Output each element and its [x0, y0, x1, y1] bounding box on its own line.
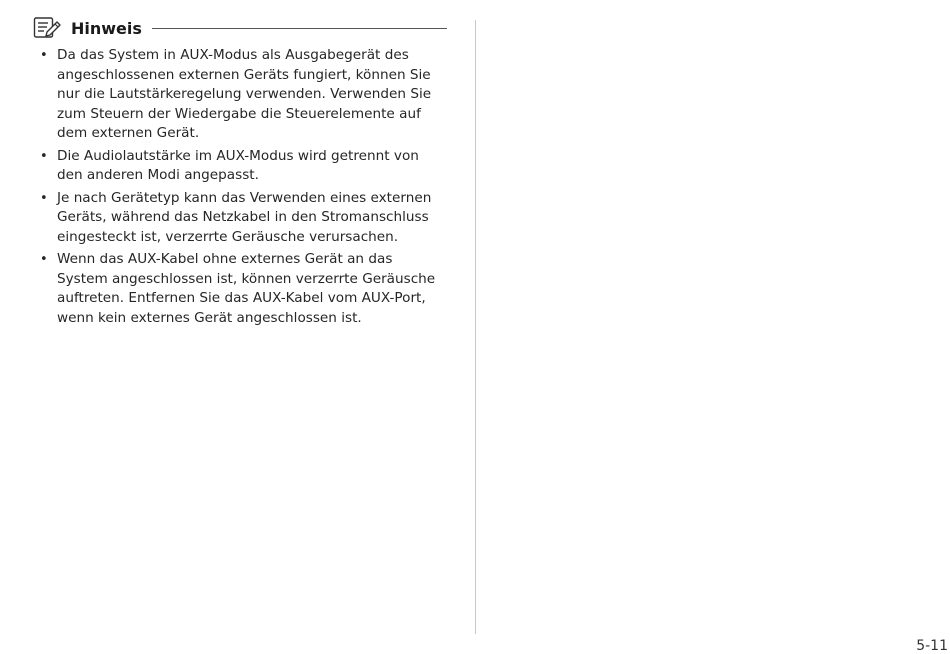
note-item-1	[38, 46, 444, 144]
note-header-rule	[152, 28, 447, 29]
bullet: •	[40, 148, 48, 164]
note-title: Hinweis	[71, 18, 142, 38]
note-item-text: Je nach Gerätetyp kann das Verwenden eines externen Geräts, während das Netzkabel in den Stromanschluss eingesteckt ist, verzerrte Geräusche verursachen.	[57, 189, 432, 245]
note-item-4	[38, 250, 444, 328]
bullet: •	[40, 190, 48, 206]
note-header	[33, 14, 447, 42]
note-item-text: Wenn das AUX-Kabel ohne externes Gerät an das System angeschlossen ist, können verzerrte Geräusche auftreten. Entfernen Sie das AUX-Kabel vom AUX-Port, wenn kein externes Gerät angeschlossen ist.	[57, 251, 436, 326]
note-item-text: Da das System in AUX-Modus als Ausgabegerät des angeschlossenen externen Geräts fungiert, können Sie nur die Lautstärkeregelung verwenden. Verwenden Sie zum Steuern der Wiedergabe die Steuerelemente auf dem externen Gerät.	[57, 47, 432, 141]
note-pencil-icon	[33, 15, 61, 41]
note-item-3	[38, 189, 444, 248]
column-divider	[475, 20, 476, 634]
page-number: 5-11	[916, 638, 948, 654]
note-list	[38, 46, 444, 331]
note-item-2	[38, 147, 444, 186]
note-item-text: Die Audiolautstärke im AUX-Modus wird getrennt von den anderen Modi angepasst.	[57, 147, 419, 183]
bullet: •	[40, 48, 48, 63]
bullet: •	[40, 252, 48, 267]
